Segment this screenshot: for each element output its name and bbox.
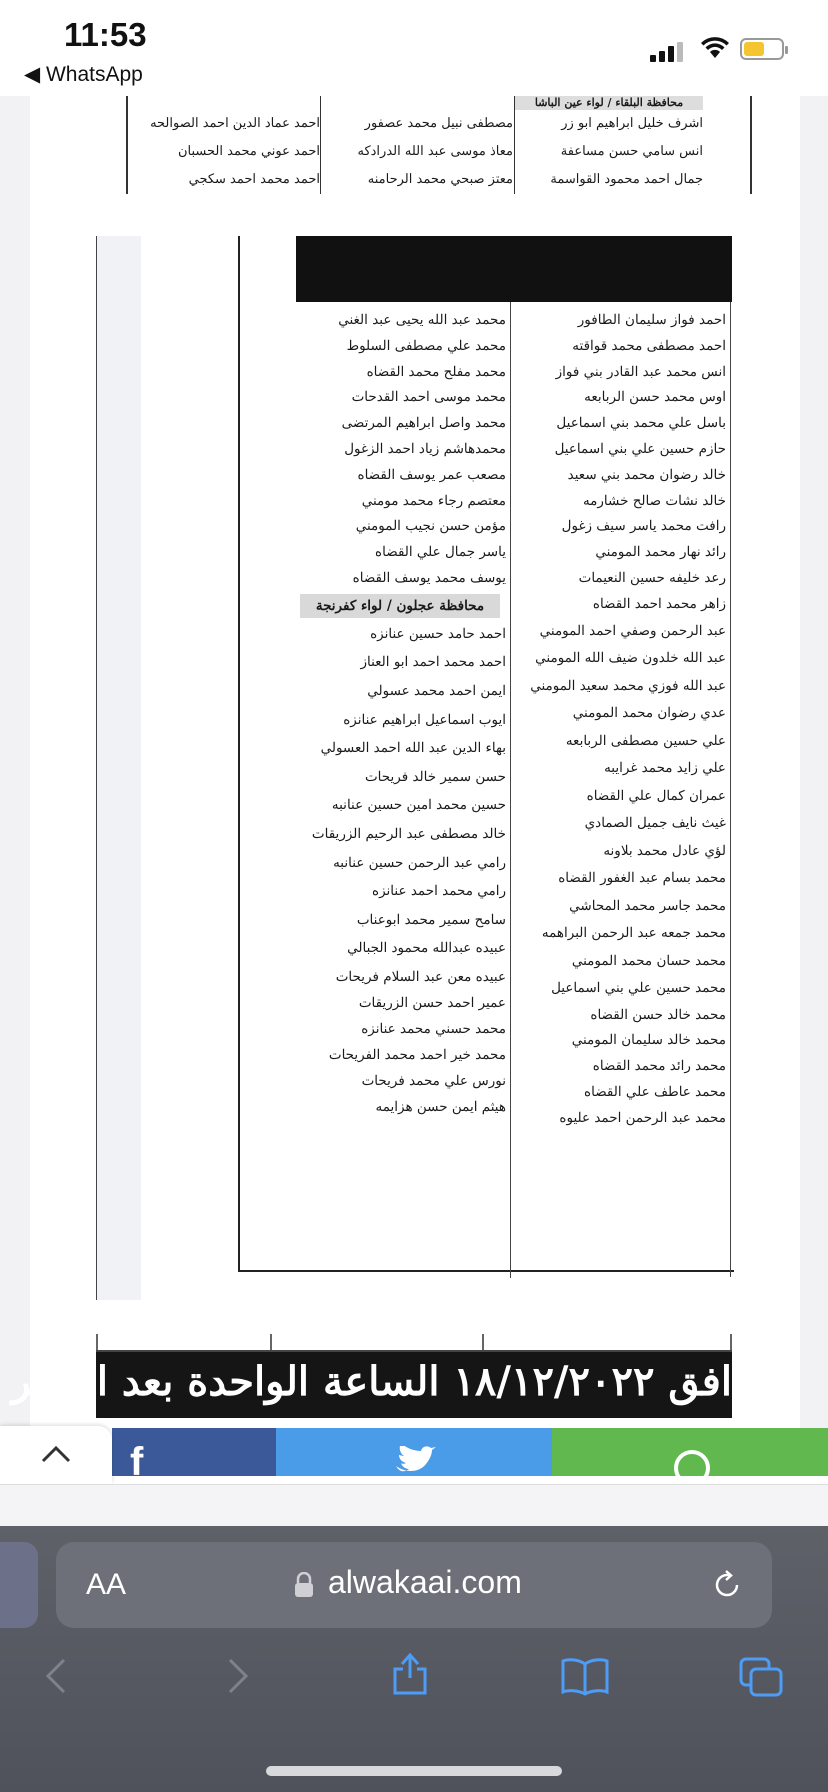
table-row: اشرف خليل ابراهيم ابو زر	[561, 116, 703, 131]
list-item: رامي عبد الرحمن حسين عنانبه	[333, 854, 506, 871]
table-row: جمال احمد محمود القواسمة	[550, 172, 703, 187]
top-table-middle-column	[320, 96, 513, 194]
back-to-whatsapp-link[interactable]: ◀ WhatsApp	[24, 63, 143, 86]
list-item: حسن سمير خالد فريحات	[364, 768, 506, 785]
list-item: عبد الله فوزي محمد سعيد المومني	[530, 677, 726, 694]
table-row: انس سامي حسن مساعفة	[560, 144, 703, 159]
facebook-share-button[interactable]	[112, 1428, 276, 1484]
list-item: محمدهاشم زياد احمد الزغول	[344, 440, 506, 457]
reader-aa-button[interactable]: AA	[86, 1568, 127, 1601]
list-item: بهاء الدين عبد الله احمد العسولي	[320, 740, 506, 757]
list-item: اوس محمد حسن الربابعه	[584, 389, 726, 406]
collapse-share-button[interactable]	[0, 1426, 112, 1484]
whatsapp-icon	[672, 1448, 712, 1488]
share-icon[interactable]	[390, 1650, 430, 1696]
home-indicator	[266, 1766, 562, 1776]
list-item: محمد خالد سليمان المومني	[571, 1032, 726, 1049]
list-item: خالد رضوان محمد بني سعيد	[567, 466, 726, 483]
list-item: حسين محمد امين حسين عنانبه	[331, 797, 506, 814]
cellular-signal-icon	[650, 40, 686, 62]
list-item: باسل علي محمد بني اسماعيل	[556, 415, 726, 432]
top-names-table	[126, 96, 704, 194]
list-item: محمد واصل ابراهيم المرتضى	[341, 415, 506, 432]
newspaper-page-image	[11, 96, 800, 1476]
tabs-icon[interactable]	[738, 1656, 784, 1698]
list-item: حازم حسين علي بني اسماعيل	[554, 440, 726, 457]
list-item: ايوب اسماعيل ابراهيم عنانزه	[343, 711, 506, 728]
list-item: عبد الله خلدون ضيف الله المومني	[535, 650, 726, 667]
list-item: رعد خليفه حسين النعيمات	[578, 569, 726, 586]
list-item: غيث نايف جميل الصمادي	[584, 815, 726, 832]
url-text: alwakaai.com	[328, 1564, 522, 1600]
back-arrow-icon[interactable]	[42, 1656, 72, 1696]
black-header-bar	[296, 236, 732, 302]
list-item: عمير احمد حسن الزريقات	[358, 995, 506, 1012]
list-item: خالد نشات صالح خشارمه	[582, 492, 726, 509]
banner-text: افق ١٨/١٢/٢٠٢٢ الساعة الواحدة بعد الظهر	[11, 1358, 732, 1405]
previous-tab-peek[interactable]	[0, 1542, 38, 1628]
table-row: معتز صبحي محمد الرحامنه	[367, 172, 513, 187]
list-item: هيثم ايمن حسن هزايمه	[375, 1098, 506, 1115]
wifi-icon	[700, 36, 730, 60]
names-list-right	[512, 308, 726, 1132]
chevron-up-icon	[40, 1444, 72, 1464]
list-item: عبد الرحمن وصفي احمد المومني	[539, 622, 726, 639]
status-bar	[0, 0, 828, 96]
page-bottom-area	[0, 1484, 828, 1527]
whatsapp-share-button[interactable]	[552, 1428, 828, 1476]
names-list-left	[294, 308, 506, 1120]
table-row	[321, 96, 513, 110]
social-share-bar	[0, 1428, 828, 1484]
list-item: احمد حامد حسين عنانزه	[370, 625, 506, 642]
top-table-right-column	[514, 96, 703, 194]
column-divider	[730, 302, 731, 1277]
list-item: عبيده عبدالله محمود الجبالي	[347, 940, 506, 957]
list-item: محمد حسني محمد عنانزه	[361, 1021, 506, 1038]
list-item: خالد مصطفى عبد الرحيم الزريقات	[311, 825, 506, 842]
list-item: عدي رضوان محمد المومني	[572, 705, 726, 722]
reload-icon[interactable]	[710, 1568, 744, 1602]
list-item: محمد جمعه عبد الرحمن البراهمه	[541, 925, 726, 942]
twitter-icon	[394, 1446, 438, 1476]
facebook-icon: f	[130, 1440, 144, 1484]
list-item: محمد عبد الرحمن احمد عليوه	[559, 1109, 726, 1126]
table-row: مصطفى نبيل محمد عصفور	[364, 116, 513, 131]
address-bar[interactable]	[56, 1542, 772, 1628]
column-divider	[510, 302, 511, 1278]
list-item: ياسر جمال علي القضاه	[375, 544, 506, 561]
bookmarks-icon[interactable]	[560, 1656, 610, 1696]
safari-toolbar	[0, 1526, 828, 1792]
list-item: محمد رائد محمد القضاه	[592, 1058, 726, 1075]
list-item: محمد مفلح محمد القضاه	[366, 363, 506, 380]
left-shaded-column	[96, 236, 141, 1300]
list-item: محمد علي مصطفى السلوط	[346, 337, 506, 354]
list-item: زاهر محمد احمد القضاه	[592, 595, 726, 612]
list-item: رافت محمد ياسر سيف زغول	[561, 518, 726, 535]
list-item: مصعب عمر يوسف القضاه	[357, 466, 506, 483]
list-item: رائد نهار محمد المومني	[595, 544, 726, 561]
list-item: رامي محمد احمد عنانزه	[372, 883, 506, 900]
list-item: احمد مصطفى محمد قواقته	[572, 337, 726, 354]
top-table-left-column	[126, 96, 320, 194]
list-item: محمد حسان محمد المومني	[571, 952, 726, 969]
list-item: انس محمد عبد القادر بني فواز	[555, 363, 726, 380]
table-row: احمد عوني محمد الحسبان	[178, 144, 320, 159]
list-item: عبيده معن عبد السلام فريحات	[335, 968, 506, 985]
lock-icon	[294, 1572, 314, 1598]
list-item: محمد عاطف علي القضاه	[584, 1083, 726, 1100]
list-item: احمد محمد احمد ابو العناز	[360, 654, 506, 671]
twitter-share-button[interactable]	[276, 1428, 552, 1476]
list-item: احمد فواز سليمان الطافور	[577, 312, 726, 328]
status-time: 11:53	[64, 16, 147, 53]
list-item: محمد خالد حسن القضاه	[590, 1006, 726, 1023]
list-item: سامح سمير محمد ابوعناب	[356, 911, 506, 928]
list-item: ايمن احمد محمد عسولي	[367, 682, 506, 699]
table-row	[128, 96, 320, 110]
list-item: معتصم رجاء محمد مومني	[361, 492, 506, 509]
table-row: احمد محمد احمد سكجي	[188, 172, 320, 187]
section-heading: محافظة عجلون / لواء كفرنجة	[300, 594, 500, 618]
table-row: احمد عماد الدين احمد الصوالحه	[150, 116, 320, 131]
list-item: محمد بسام عبد الغفور القضاه	[558, 870, 726, 887]
list-item: مؤمن حسن نجيب المومني	[355, 518, 506, 535]
list-item: محمد جاسر محمد المحاشي	[569, 897, 726, 914]
list-item: لؤي عادل محمد بلاونه	[603, 842, 726, 859]
list-item: محمد عبد الله يحيى عبد الغني	[338, 312, 506, 328]
table-row: معاذ موسى عبد الله الدرادكه	[357, 144, 513, 159]
forward-arrow-icon[interactable]	[222, 1656, 252, 1696]
list-item: نورس علي محمد فريحات	[361, 1072, 506, 1089]
list-item: محمد خير احمد محمد الفريحات	[328, 1047, 506, 1064]
list-item: علي زايد محمد غرايبه	[604, 760, 726, 777]
section-heading: محافظة البلقاء / لواء عين الباشا	[515, 96, 703, 110]
list-item: يوسف محمد يوسف القضاه	[352, 569, 506, 586]
list-item: محمد موسى احمد القدحات	[351, 389, 506, 406]
list-item: محمد حسين علي بني اسماعيل	[551, 980, 726, 997]
list-item: علي حسين مصطفى الربابعه	[565, 732, 726, 749]
web-page-content	[0, 96, 828, 1476]
list-item: عمران كمال علي القضاه	[586, 787, 726, 804]
date-banner	[11, 1350, 732, 1418]
battery-icon	[740, 38, 784, 60]
